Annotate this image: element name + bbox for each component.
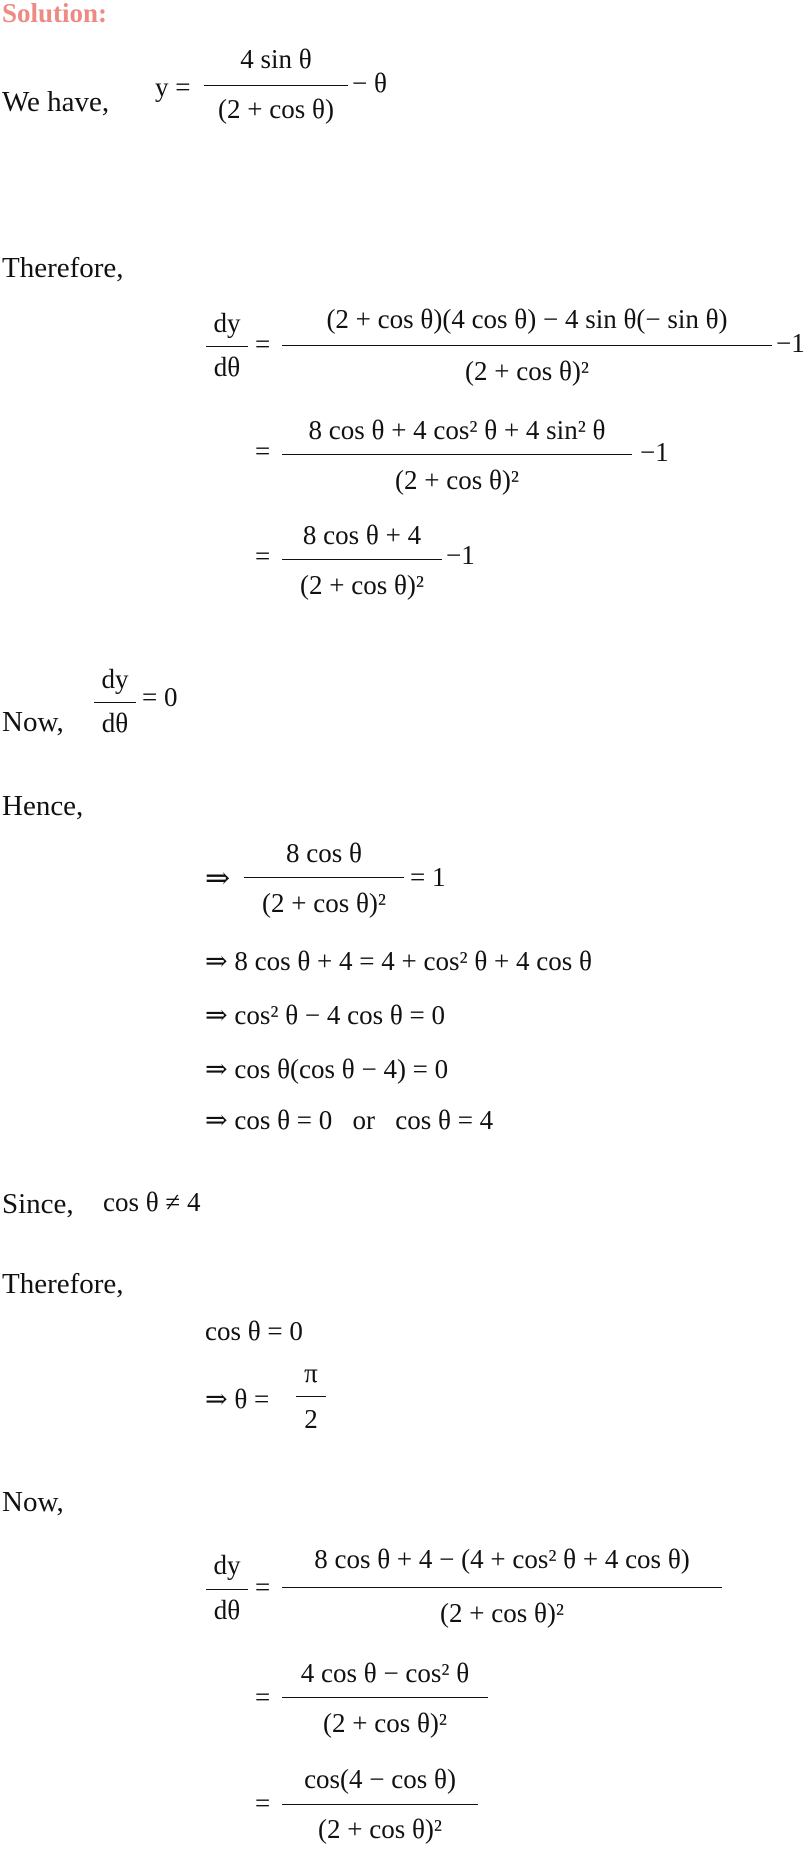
equals-sign: = xyxy=(255,329,271,359)
final-line2-fraction xyxy=(282,1648,488,1750)
label-therefore-1: Therefore, xyxy=(2,252,124,284)
deriv-line2-denominator: (2 + cos θ)² xyxy=(395,465,519,495)
hence-line1-tail: = 1 xyxy=(410,862,446,892)
dtheta-text: dθ xyxy=(213,1595,241,1625)
therefore-line1: cos θ = 0 xyxy=(205,1316,303,1346)
eq-y-denominator: (2 + cos θ) xyxy=(218,94,334,124)
dy-text: dy xyxy=(101,664,129,694)
label-now-2: Now, xyxy=(2,1486,64,1518)
deriv-line3-numerator: 8 cos θ + 4 xyxy=(302,520,422,550)
hence-line4: ⇒ cos θ(cos θ − 4) = 0 xyxy=(205,1054,449,1084)
hence-line3: ⇒ cos² θ − 4 cos θ = 0 xyxy=(205,1000,446,1030)
final-line3-numerator: cos(4 − cos θ) xyxy=(304,1764,456,1794)
fraction-bar xyxy=(206,346,248,347)
fraction-bar xyxy=(282,1697,488,1698)
deriv-line1-numerator: (2 + cos θ)(4 cos θ) − 4 sin θ(− sin θ) xyxy=(326,304,728,334)
equals-sign: = xyxy=(255,541,271,571)
final-line1-denominator: (2 + cos θ)² xyxy=(440,1598,564,1628)
theta-pi-over-2-fraction xyxy=(296,1356,326,1438)
deriv-line2-fraction xyxy=(282,405,632,505)
fraction-bar xyxy=(204,85,348,86)
dy-dtheta-fraction xyxy=(206,304,248,386)
dtheta-text: dθ xyxy=(101,708,129,738)
deriv-line1-minus1: −1 xyxy=(776,328,805,358)
fraction-bar xyxy=(94,702,136,703)
deriv-line1-fraction xyxy=(282,296,772,400)
final-line1-fraction xyxy=(282,1536,722,1640)
deriv-line3-minus1: −1 xyxy=(446,540,475,570)
pi-text: π xyxy=(304,1358,318,1388)
fraction-bar xyxy=(282,345,772,346)
fraction-bar xyxy=(296,1396,326,1397)
label-since: Since, xyxy=(2,1188,74,1220)
label-hence: Hence, xyxy=(2,790,84,822)
final-line3-fraction xyxy=(282,1756,478,1856)
equals-sign: = xyxy=(255,1788,271,1818)
equals-sign: = xyxy=(255,1572,271,1602)
eq-y-lhs: y = xyxy=(155,72,191,102)
hence-line1-fraction xyxy=(244,832,404,930)
two-text: 2 xyxy=(304,1404,318,1434)
fraction-bar xyxy=(244,877,404,878)
eq-y-numerator: 4 sin θ xyxy=(240,44,312,74)
therefore-line2-lhs: ⇒ θ = xyxy=(205,1384,270,1414)
dy-dtheta-fraction xyxy=(206,1548,248,1630)
since-equation: cos θ ≠ 4 xyxy=(103,1187,201,1217)
fraction-bar xyxy=(282,1587,722,1588)
hence-line1-denominator: (2 + cos θ)² xyxy=(262,888,386,918)
label-now-1: Now, xyxy=(2,706,64,738)
deriv-line2-numerator: 8 cos θ + 4 cos² θ + 4 sin² θ xyxy=(308,415,606,445)
dy-text: dy xyxy=(213,1550,241,1580)
deriv-line3-denominator: (2 + cos θ)² xyxy=(300,570,424,600)
deriv-line3-fraction xyxy=(282,510,442,610)
dtheta-text: dθ xyxy=(213,352,241,382)
dy-text: dy xyxy=(213,308,241,338)
fraction-bar xyxy=(282,559,442,560)
hence-line2: ⇒ 8 cos θ + 4 = 4 + cos² θ + 4 cos θ xyxy=(205,946,592,976)
equals-sign: = xyxy=(255,436,271,466)
deriv-line2-minus1: −1 xyxy=(640,437,669,467)
final-line2-numerator: 4 cos θ − cos² θ xyxy=(300,1658,470,1688)
eq-y-fraction xyxy=(204,42,348,134)
eq-y-tail: − θ xyxy=(352,68,387,98)
hence-line5: ⇒ cos θ = 0 or cos θ = 4 xyxy=(205,1105,494,1135)
label-therefore-2: Therefore, xyxy=(2,1268,124,1300)
fraction-bar xyxy=(282,1804,478,1805)
fraction-bar xyxy=(282,454,632,455)
deriv-line1-denominator: (2 + cos θ)² xyxy=(465,356,589,386)
final-line3-denominator: (2 + cos θ)² xyxy=(318,1814,442,1844)
hence-line1-numerator: 8 cos θ xyxy=(286,838,362,868)
label-we-have: We have, xyxy=(2,86,110,118)
now-eq-zero: = 0 xyxy=(142,682,178,712)
final-line1-numerator: 8 cos θ + 4 − (4 + cos² θ + 4 cos θ) xyxy=(314,1544,690,1574)
implies-arrow: ⇒ xyxy=(205,862,231,895)
final-line2-denominator: (2 + cos θ)² xyxy=(323,1708,447,1738)
equals-sign: = xyxy=(255,1682,271,1712)
dy-dtheta-fraction xyxy=(94,662,136,744)
solution-heading: Solution: xyxy=(2,0,108,28)
fraction-bar xyxy=(206,1589,248,1590)
